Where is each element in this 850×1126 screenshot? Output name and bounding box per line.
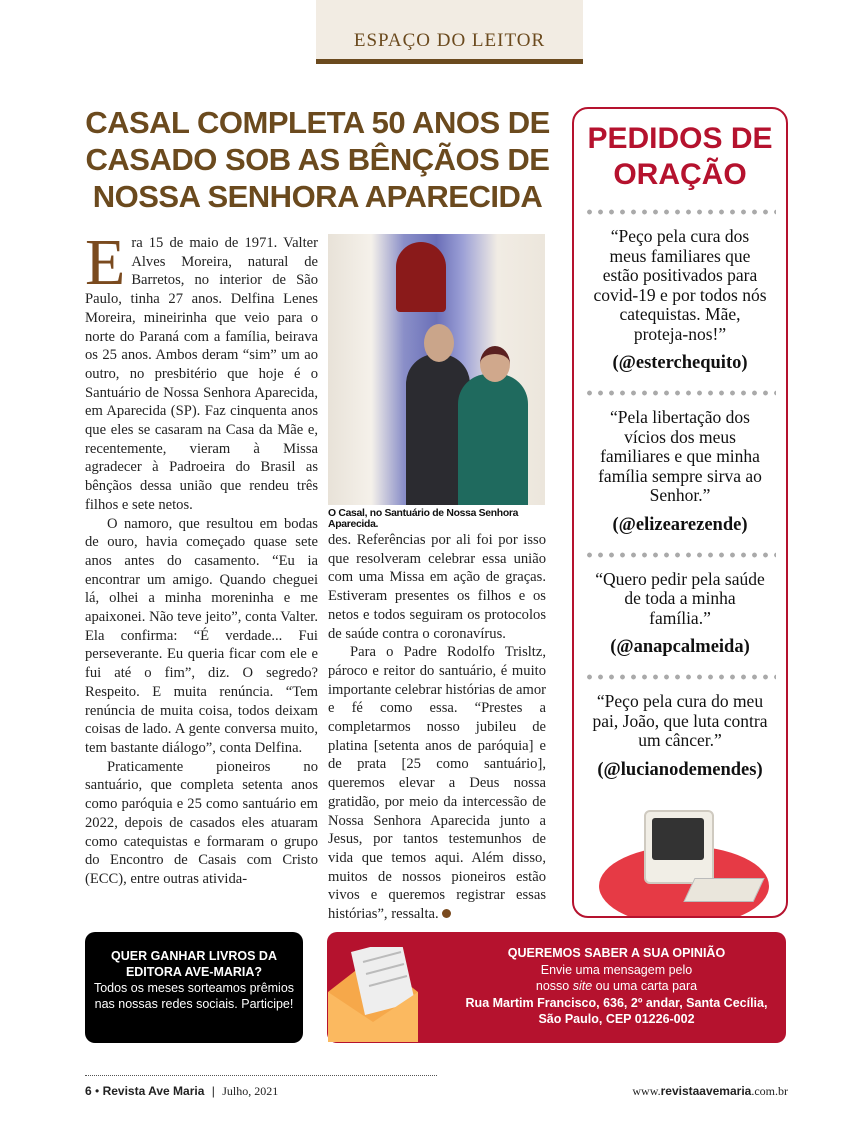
paragraph-4 (328, 643, 546, 924)
computer-icon (594, 806, 774, 916)
divider (584, 209, 776, 215)
request-handle: (@lucianodemendes) (597, 759, 763, 780)
paragraph-3: Praticamente pioneiros no santuário, que completa setenta anos como paróquia e 25 como santuário em 2022, depois de casados eles atuaram como catequistas e formaram o grupo do Encontro de Casais com Cristo (ECC), entre outras ativida- (85, 758, 318, 887)
section-label: ESPAÇO DO LEITOR (353, 30, 546, 51)
request-handle: (@anapcalmeida) (610, 637, 750, 657)
request-text: “Peço pela cura dos meus familiares que estão positivados para covid-19 e por todos nós catequistas. Mãe, proteja-nos!” (593, 226, 767, 344)
paragraph-text: ra 15 de maio de 1971. Valter Alves Moreira, natural de Barretos, no interior de São Paulo, tinha 27 anos. Delfina Lenes Moreira, mineirinha que veio para o norte do Paraná com a família, beirava os 25 anos. Ambos deram “sim” um ao outro, no presbitério que hoje é o Santuário de Nossa Senhora Aparecida, em Aparecida (SP). Faz cinquenta anos que eles se casaram na Casa da Mãe e, recentemente, vieram à Missa agradecer à Padroeira do Brasil as bênçãos dessa união que rendeu três filhos e sete netos. (85, 235, 318, 513)
footer-divider (85, 1075, 437, 1076)
issue-date: Julho, 2021 (222, 1084, 279, 1098)
couple-photo (328, 234, 545, 505)
promo-heading: QUER GANHAR LIVROS DA EDITORA AVE-MARIA? (111, 949, 277, 979)
website-link[interactable]: www.revistaavemaria.com.br (632, 1084, 788, 1098)
contact-box (327, 932, 786, 1043)
sidebar-title: PEDIDOS DE ORAÇÃO (587, 122, 773, 191)
paragraph-1 (85, 226, 318, 515)
article-column-1 (85, 226, 318, 889)
request-handle: (@esterchequito) (612, 353, 748, 373)
divider (584, 390, 776, 396)
request-text: “Pela libertação dos vícios dos meus familiares e que minha família sempre sirva ao Senhor.” (598, 407, 762, 505)
envelope-icon (323, 947, 423, 1047)
magazine-name: Revista Ave Maria (102, 1084, 205, 1098)
drop-cap: E (85, 226, 126, 299)
article-title: CASAL COMPLETA 50 ANOS DE CASADO SOB AS BÊNÇÃOS DE NOSSA SENHORA APARECIDA (85, 105, 550, 214)
paragraph-2: O namoro, que resultou em bodas de ouro, havia começado quase sete anos antes do casamento. “Eu ia encontrar um amigo. Quando cheguei lá, olhei a minha moreninha e me apaixonei. Não teve jeito”, conta Valter. Ela confirma: “É verdade... Fui perseverante. Eu queria ficar com ele e fui até o fim”, diz. O segredo? Respeito. E muita renúncia. “Tem renúncia de muita coisa, todos deixam coisas de lado. A gente conversa muito, tem bastante diálogo”, conta Delfina. (85, 515, 318, 756)
end-mark-icon (442, 909, 451, 918)
request-text: “Peço pela cura do meu pai, João, que luta contra um câncer.” (592, 691, 768, 750)
contact-address: Rua Martim Francisco, 636, 2º andar, Santa Cecília, São Paulo, CEP 01226-002 (465, 995, 768, 1026)
promo-body: Todos os meses sorteamos prêmios nas nossas redes sociais. Participe! (93, 981, 295, 1011)
footer-info: 6 • Revista Ave Maria | Julho, 2021 (85, 1084, 279, 1098)
photo-caption: O Casal, no Santuário de Nossa Senhora Aparecida. (328, 508, 519, 530)
prayer-requests-box (572, 107, 788, 918)
paragraph-3-cont: des. Referências por ali foi por isso que resolveram celebrar essa união com uma Missa em ação de graças. Estiveram presentes os filhos e os netos e todos seguiram os protocolos de saúde contra o coronavírus. (328, 532, 546, 642)
divider (584, 674, 776, 680)
request-handle: (@elizearezende) (612, 514, 748, 535)
article-column-2 (328, 531, 546, 924)
section-tab (316, 0, 583, 64)
contact-heading: QUEREMOS SABER A SUA OPINIÃO (507, 946, 726, 960)
contact-line-1: Envie uma mensagem pelo (540, 962, 693, 977)
request-text: “Quero pedir pela saúde de toda a minha família.” (595, 568, 765, 628)
separator: | (211, 1084, 215, 1098)
promo-box (85, 932, 303, 1043)
paragraph-text: Para o Padre Rodolfo Trisltz, pároco e reitor do santuário, é muito importante celebrar histórias de amor e fé como essa. “Prestes a completarmos nosso jubileu de platina [setenta anos de paróquia] e de prata [25 como santuário], queremos elevar a Deus nossa gratidão, por meio da intercessão de Nossa Senhora Aparecida junto a Jesus, por tantos testemunhos de vida que temos aqui. Além disso, muitos de nossos pioneiros estão vivos e queremos registrar essas histórias”, ressalta. (328, 644, 547, 923)
page-number: 6 (85, 1084, 92, 1098)
divider (584, 552, 776, 558)
contact-line-2: nosso site ou uma carta para (535, 979, 698, 993)
